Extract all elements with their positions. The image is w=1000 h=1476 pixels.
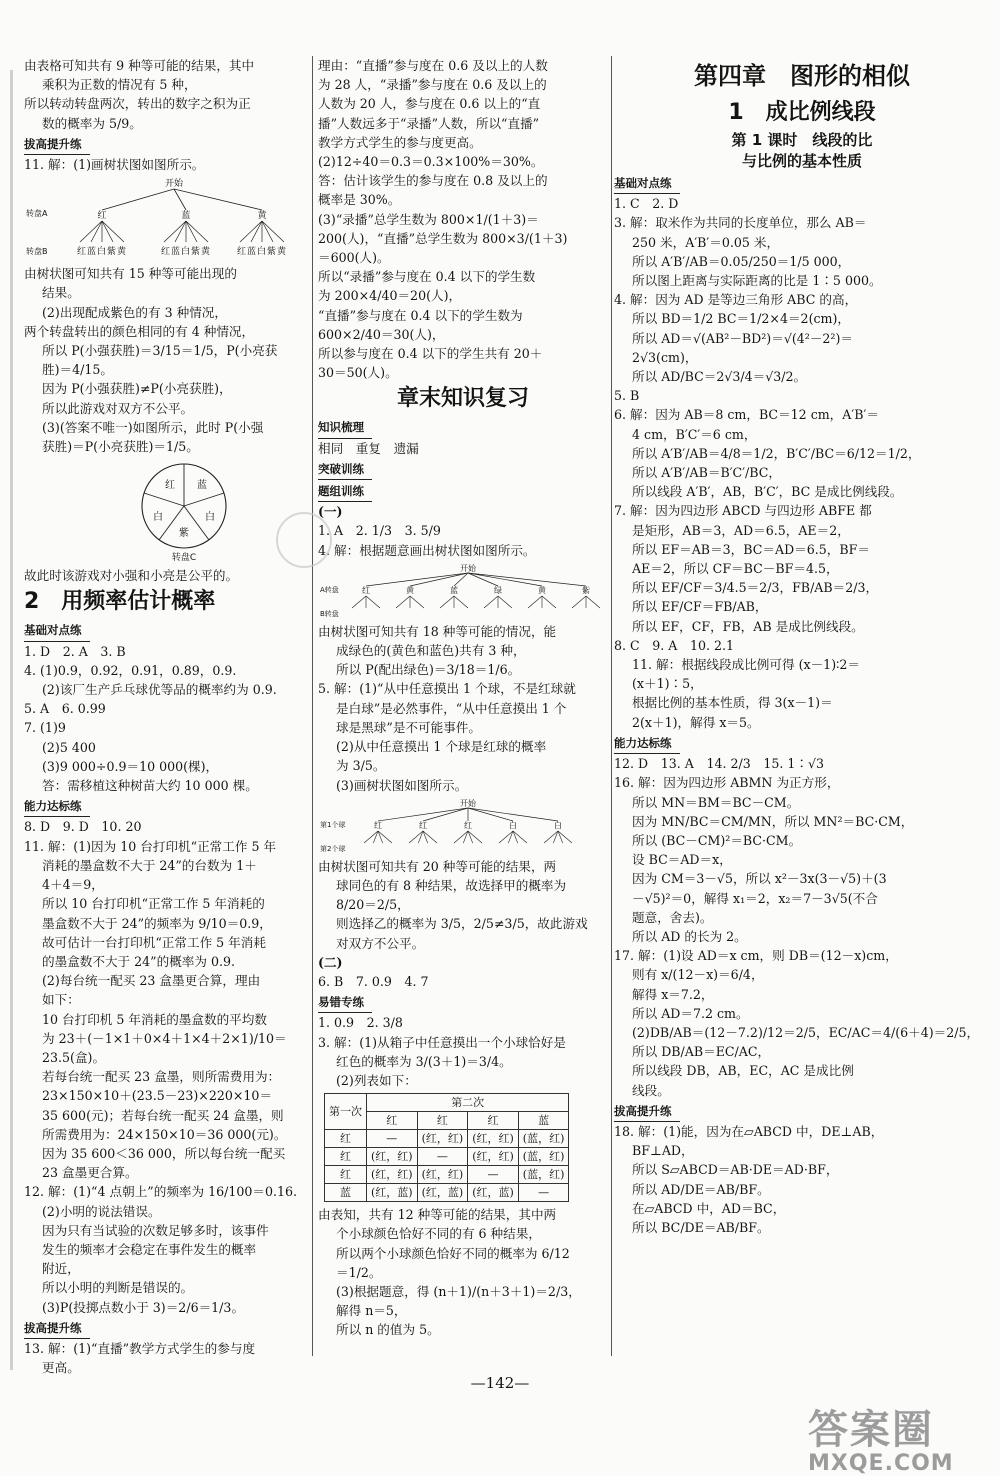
tree3-node: 白 xyxy=(554,820,562,830)
section-header: 题组训练 xyxy=(318,482,372,502)
text-line: 球同色的有 8 种结果，故选择甲的概率为 xyxy=(336,877,567,893)
text-line: BF⊥AD， xyxy=(632,1143,694,1159)
tree2-root: 开始 xyxy=(460,563,476,573)
table-row xyxy=(325,1166,569,1184)
text-line: ＝600(人)。 xyxy=(318,250,390,266)
text-line: 所以 P(小强获胜)＝3/15＝1/5，P(小亮获 xyxy=(42,343,278,359)
text-line: 所以 BD＝1/2 BC＝1/2×4＝2(cm)， xyxy=(632,311,850,327)
text-line: (3)画树状图如图所示。 xyxy=(336,777,468,793)
text-line: (2)12÷40＝0.3＝0.3×100%＝30%。 xyxy=(318,154,544,170)
text-line: 所以线段 DB，AB，EC，AC 是成比例 xyxy=(632,1063,854,1079)
text-line: 23×150×10＋(23.5－23)×220×10＝ xyxy=(42,1088,273,1104)
table-cell: (红，红) xyxy=(468,1130,519,1148)
tree-branch xyxy=(396,596,410,608)
table-cell: 红 xyxy=(325,1166,367,1184)
section-header: 基础对点练 xyxy=(614,174,680,194)
section-header: 能力达标练 xyxy=(614,734,680,754)
text-line: 4. (1)0.9，0.92，0.91，0.89，0.9. xyxy=(24,662,237,678)
text-line: 所以 S▱ABCD＝AB·DE＝AD·BF， xyxy=(632,1162,839,1178)
text-line: (2)从中任意摸出 1 个球是红球的概率 xyxy=(336,739,547,755)
text-line: 所以两个小球颜色恰好不同的概率为 6/12 xyxy=(336,1245,570,1261)
lesson-subtitle: 与比例的基本性质 xyxy=(741,152,862,170)
table-cell: (蓝，红) xyxy=(518,1148,569,1166)
text-line: 成绿色的(黄色和蓝色)共有 3 种， xyxy=(336,643,526,659)
text-line: 所以 EF/CF＝FB/AB， xyxy=(632,599,768,615)
text-line: 数的概率为 5/9。 xyxy=(42,115,142,131)
pie-label-white-2: 白 xyxy=(153,512,163,524)
text-line: (3)9 000÷0.9＝10 000(棵)， xyxy=(42,758,219,774)
text-line: 墨盒数不大于 24”的频率为 9/10＝0.9， xyxy=(42,915,272,931)
text-line: 获胜)＝P(小亮获胜)＝1/5。 xyxy=(42,439,199,455)
table-header-second: 第二次 xyxy=(367,1094,569,1112)
text-line: 个小球颜色恰好不同的有 6 种结果， xyxy=(336,1226,541,1242)
text-line: 11. 解：(1)因为 10 台打印机“正常工作 5 年 xyxy=(24,838,277,854)
section-header: 知识梳理 xyxy=(318,418,372,438)
tree2-label-a: A转盘 xyxy=(320,585,339,594)
text-line: 答：需移植这种树苗大约 10 000 棵。 xyxy=(42,778,258,794)
table-cell: (红，蓝) xyxy=(417,1184,468,1202)
text-line: 胜)＝4/15。 xyxy=(42,362,113,378)
tree2-node: 紫 xyxy=(582,585,590,595)
text-line: 所以 (BC－CM)²＝BC·CM。 xyxy=(632,832,802,848)
table-row xyxy=(325,1130,569,1148)
pie-label-blue: 蓝 xyxy=(197,480,207,492)
text-line: 4 cm，B′C′＝6 cm， xyxy=(632,426,757,442)
text-line: 所以参与度在 0.4 以下的学生共有 20＋ xyxy=(318,346,543,362)
text-line: 播”人数远多于“录播”人数，所以“直播” xyxy=(318,115,540,131)
table-row xyxy=(325,1184,569,1202)
text-line: 所以 EF，CF，FB，AB 是成比例线段。 xyxy=(632,618,864,634)
text-line: 所以 A′B′/AB＝0.05/250＝1/5 000， xyxy=(632,253,851,269)
tree3-node: 红 xyxy=(374,820,382,830)
text-line: 解得 n＝5， xyxy=(336,1303,407,1319)
text-line: 250 米，A′B′＝0.05 米， xyxy=(632,234,780,250)
text-line: 结果。 xyxy=(42,285,80,301)
text-line: 所以 AD/DE＝AB/BF。 xyxy=(632,1181,770,1197)
column-left xyxy=(24,56,306,1377)
text-line: 所以 A′B′/AB＝B′C′/BC， xyxy=(632,465,782,481)
text-line: 理由：“直播”参与度在 0.6 及以上的人数 xyxy=(318,58,548,73)
section-2-title: 2 用频率估计概率 xyxy=(24,589,216,615)
review-title: 章末知识复习 xyxy=(396,386,529,412)
text-line: 为 3/5。 xyxy=(336,758,386,774)
spinner-c xyxy=(24,458,306,564)
text-line: 1. C 2. D xyxy=(614,196,679,212)
text-line: 因为 35 600＜36 000，所以每台统一配买 xyxy=(42,1145,286,1161)
text-line: 发生的频率才会稳定在事件发生的概率 xyxy=(42,1241,257,1257)
tree1-leaves-a: 红蓝白紫黄 xyxy=(76,247,128,258)
text-line: 消耗的墨盒数不大于 24”的台数为 1＋ xyxy=(42,857,257,873)
outcome-table xyxy=(324,1093,569,1202)
tree-branch xyxy=(572,596,586,608)
column-middle xyxy=(318,56,608,1340)
table-cell: — xyxy=(417,1148,468,1166)
text-line: 5. 解：(1)“从中任意摸出 1 个球，不是红球就 xyxy=(318,681,576,697)
col1-ability xyxy=(24,817,306,1316)
text-line: 因为 CM＝3－√5，所以 x²－3x(3－√5)＋(3 xyxy=(632,871,887,887)
text-line: 2(x＋1)，解得 x＝5。 xyxy=(632,714,760,730)
group-1-label: (一) xyxy=(318,504,343,520)
section-header: 拔高提升练 xyxy=(24,1319,90,1339)
group-2-label: (二) xyxy=(318,954,343,970)
column-divider-1 xyxy=(312,56,313,1356)
tree2-label-b: B转盘 xyxy=(320,609,339,618)
text-line: 为 200×4/40＝20(人)， xyxy=(318,288,462,304)
text-line: 由树状图可知共有 18 种等可能的情况，能 xyxy=(318,623,557,639)
tree1-node-yellow: 黄 xyxy=(257,211,267,222)
text-line: 2√3(cm)， xyxy=(632,349,698,365)
tree-branch xyxy=(454,596,468,608)
table-header-first: 第一次 xyxy=(325,1094,367,1130)
text-line: 如下： xyxy=(42,992,80,1008)
tree2-node: 黄 xyxy=(538,585,546,595)
text-line: 为 28 人，“录播”参与度在 0.6 及以上的 xyxy=(318,77,547,93)
watermark-top: 答案圈 xyxy=(808,1407,934,1453)
text-line: 由树状图可知共有 15 种等可能出现的 xyxy=(24,266,237,282)
tree3-node: 红 xyxy=(464,820,472,830)
text-line: 8/20＝2/5， xyxy=(336,897,410,913)
text-line: 16. 解：因为四边形 ABMN 为正方形， xyxy=(614,775,840,791)
text-line: 所以“录播”参与度在 0.4 以下的学生数 xyxy=(318,269,536,285)
text-line: 17. 解：(1)设 AD＝x cm，则 DB＝(12－x)cm， xyxy=(614,948,898,964)
tree2-node: 绿 xyxy=(494,585,502,595)
tree3-root: 开始 xyxy=(460,798,476,808)
text-line: (2)列表如下： xyxy=(336,1072,417,1088)
tree-branch xyxy=(528,596,542,608)
col3-advance xyxy=(614,1122,990,1237)
tree2-node: 黄 xyxy=(406,585,414,595)
table-cell: — xyxy=(367,1130,418,1148)
text-line: 10 台打印机 5 年消耗的墨盒数的平均数 xyxy=(42,1011,267,1027)
text-line: 是矩形，AB＝3，AD＝6.5，AE＝2， xyxy=(632,522,850,538)
text-line: 更高。 xyxy=(42,1360,80,1376)
text-line: 6. 解：因为 AB＝8 cm，BC＝12 cm，A′B′＝ xyxy=(614,407,879,423)
text-line: 设 BC＝AD＝x， xyxy=(632,852,732,868)
table-col-header: 红 xyxy=(417,1112,468,1130)
lesson-title: 第 1 课时 线段的比 xyxy=(731,131,873,149)
table-cell: (红，红) xyxy=(468,1148,519,1166)
text-line: 所以 BC/DE＝AB/BF。 xyxy=(632,1219,770,1235)
text-line: (3)P(投掷点数小于 3)＝2/6＝1/3。 xyxy=(42,1299,245,1315)
text-line: 球是黑球”是不可能事件。 xyxy=(336,719,481,735)
tree1-leaves-c: 红蓝白紫黄 xyxy=(236,247,288,258)
table-cell: (蓝，红) xyxy=(518,1166,569,1184)
pie-caption: 转盘C xyxy=(171,553,197,564)
text-line: AE＝2，所以 CF＝BC－BF＝4.5， xyxy=(632,561,839,577)
text-line: (2)DB/AB＝(12－7.2)/12＝2/5，EC/AC＝4/(6＋4)＝2/5， xyxy=(632,1024,980,1040)
col3-basic xyxy=(614,194,990,732)
seal-stamp xyxy=(276,512,332,568)
table-cell: (红，红) xyxy=(417,1166,468,1184)
text-line: 则选择乙的概率为 3/5，2/5≠3/5，故此游戏 xyxy=(336,916,588,932)
text-line: 所需费用为：24×150×10＝36 000(元)。 xyxy=(42,1126,287,1142)
tree1-node-blue: 蓝 xyxy=(181,211,191,222)
text-line: 11. 解：根据线段成比例可得 (x－1)∶2＝ xyxy=(632,657,860,673)
table-row xyxy=(325,1148,569,1166)
text-line: 所以 n 的值为 5。 xyxy=(336,1322,440,1338)
tree-branch xyxy=(498,596,512,608)
text-line: 解得 x＝7.2， xyxy=(632,986,714,1002)
text-line: (3)(答案不唯一)如图所示，此时 P(小强 xyxy=(42,419,264,435)
col2-g1 xyxy=(318,521,608,559)
text-line: 因为 P(小强获胜)≠P(小亮获胜)， xyxy=(42,381,232,397)
text-line: 概率是 30%。 xyxy=(318,192,401,208)
page-number: —142— xyxy=(470,1374,530,1392)
text-line: 1. 0.9 2. 3/8 xyxy=(318,1015,403,1031)
column-right xyxy=(614,56,990,1237)
text-line: (2)该厂生产乒乓球优等品的概率约为 0.9. xyxy=(42,682,277,698)
watermark xyxy=(808,1398,954,1476)
col1-q13 xyxy=(24,1339,306,1377)
text-line: 所以 AD/BC＝2√3/4＝√3/2。 xyxy=(632,369,807,385)
text-line: 线段。 xyxy=(632,1082,670,1098)
tree1-leaves-b: 红蓝白紫黄 xyxy=(160,247,212,258)
text-line: 所以 DB/AB＝EC/AC， xyxy=(632,1044,771,1060)
text-line: 3. 解：(1)从箱子中任意摸出一个小球恰好是 xyxy=(318,1034,566,1050)
section-header: 拔高提升练 xyxy=(614,1102,680,1122)
text-line: －√5)²＝0，解得 x₁＝2，x₂＝7－3√5(不合 xyxy=(632,890,878,906)
tree-diagram-1 xyxy=(24,176,306,262)
pie-label-red: 红 xyxy=(165,480,175,492)
col2-top xyxy=(318,56,608,382)
text-line: 若每台统一配买 23 盒墨，则所需费用为： xyxy=(42,1069,281,1085)
tree-branch xyxy=(484,596,498,608)
text-line: 对双方不公平。 xyxy=(336,935,425,951)
section-title: 1 成比例线段 xyxy=(728,100,876,125)
text-line: 4＋4＝9， xyxy=(42,877,104,893)
col2-err-more xyxy=(318,1205,608,1339)
tree-branch xyxy=(352,596,366,608)
text-line: 5. B xyxy=(614,388,640,404)
text-line: 7. 解：因为四边形 ABCD 与四边形 ABFE 都 xyxy=(614,503,872,519)
tree2-node: 蓝 xyxy=(450,585,458,595)
table-cell: — xyxy=(518,1184,569,1202)
col2-g1-more xyxy=(318,622,608,795)
table-cell: (红，红) xyxy=(417,1130,468,1148)
table-cell: (红，红) xyxy=(367,1148,418,1166)
text-line: (2)每台统一配买 23 盒墨更合算，理由 xyxy=(42,973,261,989)
text-line: 18. 解：(1)能，因为在▱ABCD 中，DE⊥AB， xyxy=(614,1123,884,1139)
text-line: 附近， xyxy=(42,1261,80,1277)
table-cell: 红 xyxy=(325,1130,367,1148)
binding-margin xyxy=(10,70,13,1370)
text-line: 所以 EF/CF＝3/4.5＝2/3，FB/AB＝2/3， xyxy=(632,580,879,596)
q11-block xyxy=(24,155,306,174)
text-line: (2)出现配成紫色的有 3 种情况， xyxy=(42,304,227,320)
text-line: 题意，舍去)。 xyxy=(632,909,713,925)
text-line: 是白球”是必然事件，“从中任意摸出 1 个 xyxy=(336,700,567,716)
tree-branch xyxy=(366,596,380,608)
table-cell: (红，红) xyxy=(367,1166,418,1184)
text-line: 所以 AD＝7.2 cm。 xyxy=(632,1005,749,1021)
table-cell: — xyxy=(468,1166,519,1184)
text-line: 35 600(元)；若每台统一配买 24 盒墨，则 xyxy=(42,1107,284,1123)
text-line: (2)5 400 xyxy=(42,739,96,755)
tree1-level1-label: 转盘A xyxy=(26,209,48,219)
text-line: 4. 解：因为 AD 是等边三角形 ABC 的高， xyxy=(614,292,858,308)
group-2-answers: 6. B 7. 0.9 4. 7 xyxy=(318,973,429,989)
text-line: 23 盒墨更合算。 xyxy=(42,1165,138,1181)
text-line: 因为只有当试验的次数足够多时，该事件 xyxy=(42,1222,269,1238)
text-line: “直播”参与度在 0.4 以下的学生数为 xyxy=(318,307,523,323)
text-line: 11. 解：(1)画树状图如图所示。 xyxy=(24,157,205,173)
text-line: 所以 MN＝BM＝BC－CM。 xyxy=(632,794,800,810)
text-line: 所以 P(配出绿色)＝3/18＝1/6。 xyxy=(336,662,521,678)
tree1-node-red: 红 xyxy=(97,211,107,222)
knowledge-line: 相同 重复 遗漏 xyxy=(318,440,419,456)
text-line: 所以转动转盘两次，转出的数字之积为正 xyxy=(24,96,251,112)
pie-label-white-1: 白 xyxy=(205,512,215,524)
col3-ability xyxy=(614,754,990,1100)
tree3-node: 红 xyxy=(419,820,427,830)
col2-g1-end xyxy=(318,857,608,953)
text-line: 教学方式学生的参与度更高。 xyxy=(318,134,482,150)
text-line: 1. A 2. 1/3 3. 5/9 xyxy=(318,523,441,539)
text-line: 所以 EF＝AB＝3，BC＝AD＝6.5，BF＝ xyxy=(632,541,870,557)
table-cell: (红，蓝) xyxy=(367,1184,418,1202)
tree3-label-a: 第1个球 xyxy=(320,820,346,829)
tree-branch xyxy=(410,596,424,608)
tree3-node: 白 xyxy=(509,820,517,830)
text-line: 人数为 20 人，参与度在 0.6 以上的“直 xyxy=(318,96,541,112)
text-line: 所以小明的判断是错误的。 xyxy=(42,1280,194,1296)
text-line: 8. C 9. A 10. 2.1 xyxy=(614,637,735,653)
text-line: 根据比例的基本性质，得 3(x－1)＝ xyxy=(632,695,833,711)
chapter-title: 第四章 图形的相似 xyxy=(694,62,910,90)
text-line: 所以 AD＝√(AB²－BD²)＝√(4²－2²)＝ xyxy=(632,330,853,346)
col2-err xyxy=(318,1013,608,1090)
text-line: 所以 10 台打印机“正常工作 5 年消耗的 xyxy=(42,896,265,912)
tree2-node: 红 xyxy=(362,585,370,595)
text-line: 因为 MN/BC＝CM/MN，所以 MN²＝BC·CM， xyxy=(632,813,914,829)
text-line: 由树状图可知共有 20 种等可能的结果，两 xyxy=(318,858,557,874)
text-line: 红色的概率为 3/(3＋1)＝3/4。 xyxy=(336,1053,512,1069)
text-line: 在▱ABCD 中，AD＝BC， xyxy=(632,1200,786,1216)
text-line: 由表知，共有 12 种等可能的结果，其中两 xyxy=(318,1207,557,1223)
text-line: 所以此游戏对双方不公平。 xyxy=(42,400,194,416)
section-header: 基础对点练 xyxy=(24,621,90,641)
section-header: 易错专练 xyxy=(318,993,372,1013)
table-cell: 红 xyxy=(325,1148,367,1166)
text-line: (3)根据题意，得 (n＋1)/(n＋3＋1)＝2/3， xyxy=(336,1283,581,1299)
text-line: 5. A 6. 0.99 xyxy=(24,701,106,717)
text-line: 200(人)，“直播”总学生数为 800×3/(1＋3) xyxy=(318,230,568,246)
text-line: (2)小明的说法错误。 xyxy=(42,1203,161,1219)
text-line: 为 23＋(－1×1＋0×4＋1×4＋2×1)/10＝ xyxy=(42,1030,287,1046)
tree-diagram-2 xyxy=(318,562,608,620)
text-line: 23.5(盒)。 xyxy=(42,1049,106,1065)
table-col-header: 红 xyxy=(468,1112,519,1130)
section-header: 拔高提升练 xyxy=(24,135,90,155)
section-header: 突破训练 xyxy=(318,460,372,480)
tree1-root: 开始 xyxy=(164,179,184,190)
tree3-label-b: 第2个球 xyxy=(320,844,346,853)
text-line: 8. D 9. D 10. 20 xyxy=(24,819,142,835)
table-cell: 蓝 xyxy=(325,1184,367,1202)
text-line: 3. 解：取米作为共同的长度单位，那么 AB＝ xyxy=(614,215,867,231)
column-divider-2 xyxy=(611,56,612,1356)
text-line: 600×2/40＝30(人)， xyxy=(318,326,445,342)
text-line: 乘积为正数的情况有 5 种， xyxy=(42,77,197,93)
tree-branch xyxy=(440,596,454,608)
text-line: 12. D 13. A 14. 2/3 15. 1∶√3 xyxy=(614,756,825,772)
text-line: 由表格可知共有 9 种等可能的结果，其中 xyxy=(24,58,255,73)
text-line: ＝1/2。 xyxy=(336,1264,382,1280)
watermark-bottom: MXQE.COM xyxy=(808,1451,954,1476)
table-col-header: 红 xyxy=(367,1112,418,1130)
table-cell: (蓝，红) xyxy=(518,1130,569,1148)
tree1-level2-label: 转盘B xyxy=(26,247,48,257)
pie-label-purple: 紫 xyxy=(179,528,189,540)
q11-conclusion: 故此时该游戏对小强和小亮是公平的。 xyxy=(24,568,239,584)
text-line: (3)“录播”总学生数为 800×1/(1＋3)＝ xyxy=(318,211,539,227)
text-line: (x＋1)∶5， xyxy=(632,676,703,692)
text-line: 的墨盒数不大于 24”的概率为 0.9. xyxy=(42,953,236,969)
text-line: 1. D 2. A 3. B xyxy=(24,643,126,659)
text-line: 两个转盘转出的颜色相同的有 4 种情况， xyxy=(24,323,255,339)
table-col-header: 蓝 xyxy=(518,1112,569,1130)
tree-diagram-3 xyxy=(318,797,608,855)
text-line: 4. 解：根据题意画出树状图如图所示。 xyxy=(318,542,536,558)
text-line: 所以图上距离与实际距离的比是 1∶5 000。 xyxy=(632,273,882,289)
q11-more xyxy=(24,264,306,456)
col1-top xyxy=(24,56,306,133)
text-line: 故可估计一台打印机“正常工作 5 年消耗 xyxy=(42,934,266,950)
text-line: 7. (1)9 xyxy=(24,720,66,736)
text-line: 所以 A′B′/AB＝4/8＝1/2，B′C′/BC＝6/12＝1/2， xyxy=(632,445,921,461)
text-line: 30＝50(人)。 xyxy=(318,365,398,381)
text-line: 答：估计该学生的参与度在 0.8 及以上的 xyxy=(318,173,548,189)
text-line: 则有 x/(12－x)＝6/4， xyxy=(632,967,764,983)
tree-branch xyxy=(542,596,556,608)
section-header: 能力达标练 xyxy=(24,797,90,817)
text-line: 13. 解：(1)“直播”教学方式学生的参与度 xyxy=(24,1340,256,1356)
text-line: 所以线段 A′B′，AB，B′C′，BC 是成比例线段。 xyxy=(632,484,903,500)
text-line: 12. 解：(1)“4 点朝上”的频率为 16/100＝0.16. xyxy=(24,1184,298,1200)
table-cell: (红，蓝) xyxy=(468,1184,519,1202)
text-line: 所以 AD 的长为 2。 xyxy=(632,928,747,944)
tree-branch xyxy=(586,596,600,608)
col1-basic xyxy=(24,642,306,796)
